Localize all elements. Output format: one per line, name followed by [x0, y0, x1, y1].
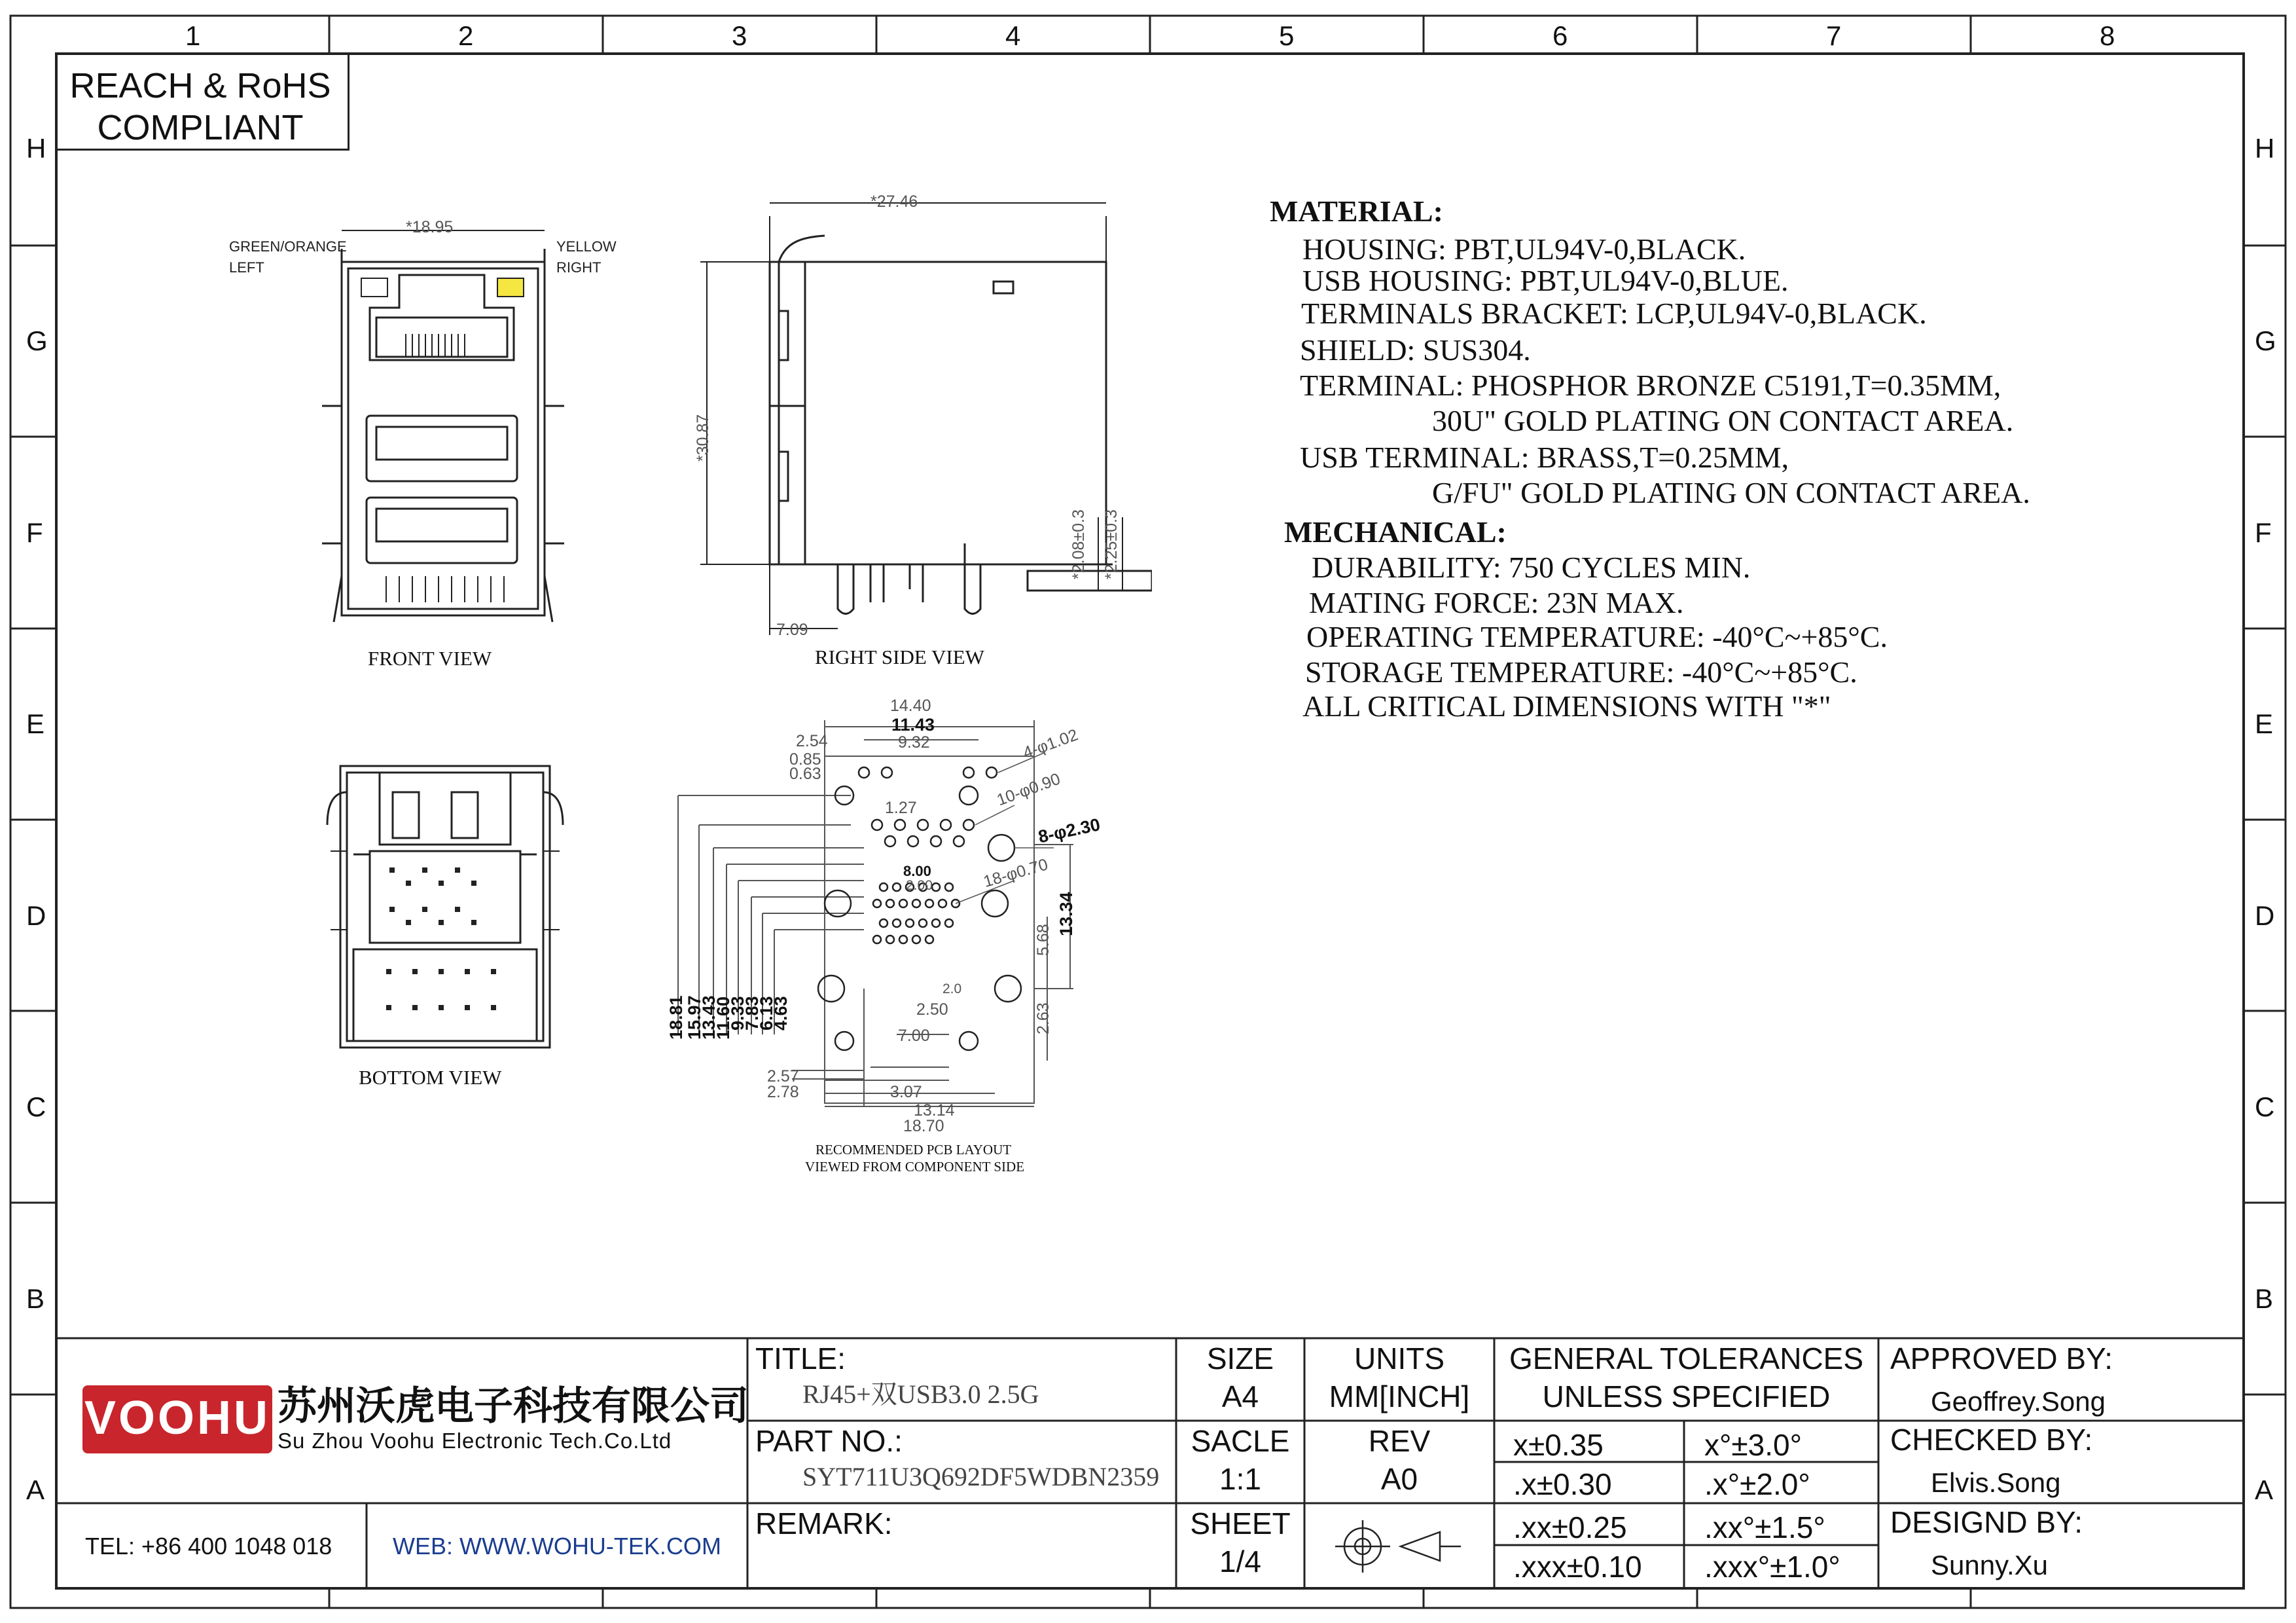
- part-no-label: PART NO.:: [755, 1424, 903, 1458]
- pcb-left-dim-9-33: 9.33: [728, 996, 747, 1030]
- material-line-2: USB HOUSING: PBT,UL94V-0,BLUE.: [1302, 264, 1789, 297]
- zone-row-h-left: H: [26, 133, 46, 164]
- tolerance-x2-angle: .xx°±1.5°: [1704, 1510, 1825, 1544]
- mechanical-line-3: OPERATING TEMPERATURE: -40°C~+85°C.: [1306, 620, 1888, 653]
- pcb-left-dim-13-43: 13.43: [699, 995, 719, 1040]
- pcb-callout-8-holes: 8-φ2.30: [1036, 814, 1102, 847]
- material-line-7: USB TERMINAL: BRASS,T=0.25MM,: [1300, 441, 1789, 474]
- compliance-line2: COMPLIANT: [97, 108, 304, 147]
- tolerance-x3: .xxx±0.10: [1513, 1550, 1642, 1584]
- compliance-line1: REACH & RoHS: [69, 66, 331, 105]
- company-logo: [82, 1385, 272, 1453]
- material-line-5: TERMINAL: PHOSPHOR BRONZE C5191,T=0.35MM,: [1300, 369, 2001, 402]
- pcb-dim-2-00: 2.00: [906, 878, 933, 893]
- led-right-label-1: YELLOW: [556, 238, 617, 255]
- zone-row-b-right: B: [2255, 1283, 2274, 1314]
- led-left-label-2: LEFT: [229, 259, 264, 276]
- company-tel: TEL: +86 400 1048 018: [85, 1533, 332, 1559]
- approved-label: APPROVED BY:: [1890, 1341, 2113, 1376]
- scale-label: SACLE: [1191, 1424, 1290, 1458]
- tolerance-heading-2: UNLESS SPECIFIED: [1542, 1379, 1831, 1413]
- pcb-bottom-dim-3-07: 3.07: [890, 1083, 922, 1101]
- pcb-dim-0-63: 0.63: [789, 765, 821, 783]
- mechanical-heading: MECHANICAL:: [1284, 515, 1507, 549]
- tolerance-x2: .xx±0.25: [1513, 1510, 1627, 1544]
- mechanical-line-4: STORAGE TEMPERATURE: -40°C~+85°C.: [1305, 655, 1857, 689]
- pcb-left-dim-7-83: 7.83: [742, 996, 762, 1030]
- pcb-left-dim-6-13: 6.13: [757, 996, 776, 1030]
- mechanical-line-2: MATING FORCE: 23N MAX.: [1309, 586, 1684, 619]
- zone-col-6: 6: [1552, 20, 1568, 51]
- side-pin-dim-a: *2.08±0.3: [1069, 509, 1088, 579]
- scale-value: 1:1: [1219, 1462, 1261, 1496]
- tolerance-x1: .x±0.30: [1513, 1467, 1612, 1501]
- pcb-bottom-dim-7-00: 7.00: [898, 1027, 930, 1045]
- tolerance-x-angle: x°±3.0°: [1704, 1428, 1802, 1462]
- pcb-left-dim-15-97: 15.97: [685, 995, 704, 1040]
- pcb-dim-2-54: 2.54: [796, 732, 828, 750]
- pcb-dim-14-40: 14.40: [890, 697, 931, 715]
- part-no-value: SYT711U3Q692DF5WDBN2359: [802, 1462, 1160, 1491]
- pcb-bottom-dim-18-70: 18.70: [903, 1117, 944, 1135]
- tolerance-x: x±0.35: [1513, 1428, 1604, 1462]
- pcb-dim-8-00: 8.00: [903, 863, 931, 879]
- side-view-label: RIGHT SIDE VIEW: [815, 646, 984, 668]
- material-line-3: TERMINALS BRACKET: LCP,UL94V-0,BLACK.: [1301, 297, 1927, 330]
- pcb-bottom-dim-2-78: 2.78: [767, 1083, 799, 1101]
- zone-col-5: 5: [1279, 20, 1295, 51]
- company-name-en: Su Zhou Voohu Electronic Tech.Co.Ltd: [278, 1429, 672, 1453]
- mechanical-line-5: ALL CRITICAL DIMENSIONS WITH "*": [1302, 689, 1831, 723]
- pcb-label-line1: RECOMMENDED PCB LAYOUT: [816, 1142, 1012, 1158]
- tolerance-x1-angle: .x°±2.0°: [1704, 1467, 1810, 1501]
- side-offset-dim: 7.09: [776, 621, 808, 639]
- pcb-bottom-dim-2-57: 2.57: [767, 1067, 799, 1085]
- pcb-callout-18-holes: 18-φ0.70: [981, 855, 1050, 891]
- mechanical-line-1: DURABILITY: 750 CYCLES MIN.: [1312, 551, 1751, 584]
- material-line-8: G/FU" GOLD PLATING ON CONTACT AREA.: [1432, 476, 2030, 509]
- pcb-right-dim-5-68: 5.68: [1034, 924, 1052, 956]
- zone-row-e-right: E: [2255, 708, 2274, 739]
- pcb-left-dim-18-81: 18.81: [666, 995, 686, 1040]
- zone-col-2: 2: [458, 20, 474, 51]
- designed-label: DESIGND BY:: [1890, 1505, 2083, 1539]
- size-label: SIZE: [1206, 1341, 1274, 1376]
- checked-label: CHECKED BY:: [1890, 1423, 2093, 1457]
- side-pin-dim-b: *2.25±0.3: [1102, 509, 1121, 579]
- title-label: TITLE:: [755, 1341, 846, 1376]
- zone-row-c-left: C: [26, 1091, 46, 1122]
- logo-text: VOOHU: [84, 1392, 271, 1444]
- zone-col-4: 4: [1005, 20, 1021, 51]
- zone-col-1: 1: [185, 20, 201, 51]
- sheet-label: SHEET: [1190, 1506, 1291, 1541]
- approved-value: Geoffrey.Song: [1931, 1386, 2106, 1417]
- pcb-label-line2: VIEWED FROM COMPONENT SIDE: [805, 1159, 1025, 1175]
- pcb-left-dim-11-60: 11.60: [713, 996, 733, 1040]
- company-web[interactable]: WEB: WWW.WOHU-TEK.COM: [393, 1533, 721, 1559]
- company-name-cn: 苏州沃虎电子科技有限公司: [278, 1383, 749, 1429]
- pcb-bottom-dim-2-50: 2.50: [916, 1000, 948, 1019]
- zone-col-8: 8: [2100, 20, 2115, 51]
- led-right-label-2: RIGHT: [556, 259, 601, 276]
- pcb-left-dim-4-63: 4.63: [771, 996, 791, 1030]
- zone-row-d-left: D: [26, 900, 46, 931]
- material-line-4: SHIELD: SUS304.: [1300, 333, 1531, 367]
- title-value: RJ45+双USB3.0 2.5G: [802, 1379, 1039, 1409]
- material-heading: MATERIAL:: [1270, 194, 1443, 228]
- material-line-6: 30U" GOLD PLATING ON CONTACT AREA.: [1432, 404, 2014, 437]
- pcb-dim-1-27: 1.27: [885, 799, 917, 817]
- rev-value: A0: [1380, 1462, 1418, 1496]
- zone-row-c-right: C: [2255, 1091, 2275, 1122]
- zone-row-e-left: E: [26, 708, 45, 739]
- zone-col-3: 3: [732, 20, 747, 51]
- zone-row-f-left: F: [26, 517, 43, 548]
- zone-row-g-left: G: [26, 325, 48, 356]
- zone-row-f-right: F: [2255, 517, 2272, 548]
- pcb-dim-9-32: 9.32: [898, 733, 930, 752]
- rev-label: REV: [1368, 1424, 1431, 1458]
- size-value: A4: [1221, 1379, 1259, 1413]
- front-view-label: FRONT VIEW: [368, 647, 492, 670]
- pcb-dim-0-85: 0.85: [789, 750, 821, 769]
- front-width-dim: *18.95: [406, 218, 454, 236]
- pcb-callout-4-holes: 4-φ1.02: [1020, 725, 1081, 763]
- pcb-bottom-dim-2-0: 2.0: [942, 981, 962, 996]
- pcb-callout-10-holes: 10-φ0.90: [994, 769, 1063, 810]
- zone-row-g-right: G: [2255, 325, 2276, 356]
- zone-row-b-left: B: [26, 1283, 45, 1314]
- side-height-dim: *30.87: [694, 414, 712, 462]
- pcb-bottom-dim-13-14: 13.14: [914, 1101, 955, 1120]
- pcb-dim-11-43: 11.43: [891, 715, 935, 735]
- zone-col-7: 7: [1826, 20, 1842, 51]
- zone-row-h-right: H: [2255, 133, 2275, 164]
- pcb-right-dim-13-34: 13.34: [1056, 892, 1076, 936]
- led-left-label-1: GREEN/ORANGE: [229, 238, 347, 255]
- units-value: MM[INCH]: [1329, 1379, 1470, 1413]
- zone-row-a-right: A: [2255, 1474, 2274, 1505]
- material-line-1: HOUSING: PBT,UL94V-0,BLACK.: [1302, 232, 1746, 266]
- bottom-view-label: BOTTOM VIEW: [359, 1066, 502, 1089]
- tolerance-x3-angle: .xxx°±1.0°: [1704, 1550, 1840, 1584]
- pcb-right-dim-2-63: 2.63: [1034, 1002, 1052, 1034]
- checked-value: Elvis.Song: [1931, 1467, 2061, 1498]
- designed-value: Sunny.Xu: [1931, 1550, 2049, 1580]
- zone-row-a-left: A: [26, 1474, 45, 1505]
- tolerance-heading-1: GENERAL TOLERANCES: [1509, 1341, 1864, 1376]
- units-label: UNITS: [1354, 1341, 1444, 1376]
- side-length-dim: *27.46: [870, 192, 918, 211]
- remark-label: REMARK:: [755, 1506, 893, 1541]
- sheet-value: 1/4: [1219, 1544, 1261, 1578]
- zone-row-d-right: D: [2255, 900, 2275, 931]
